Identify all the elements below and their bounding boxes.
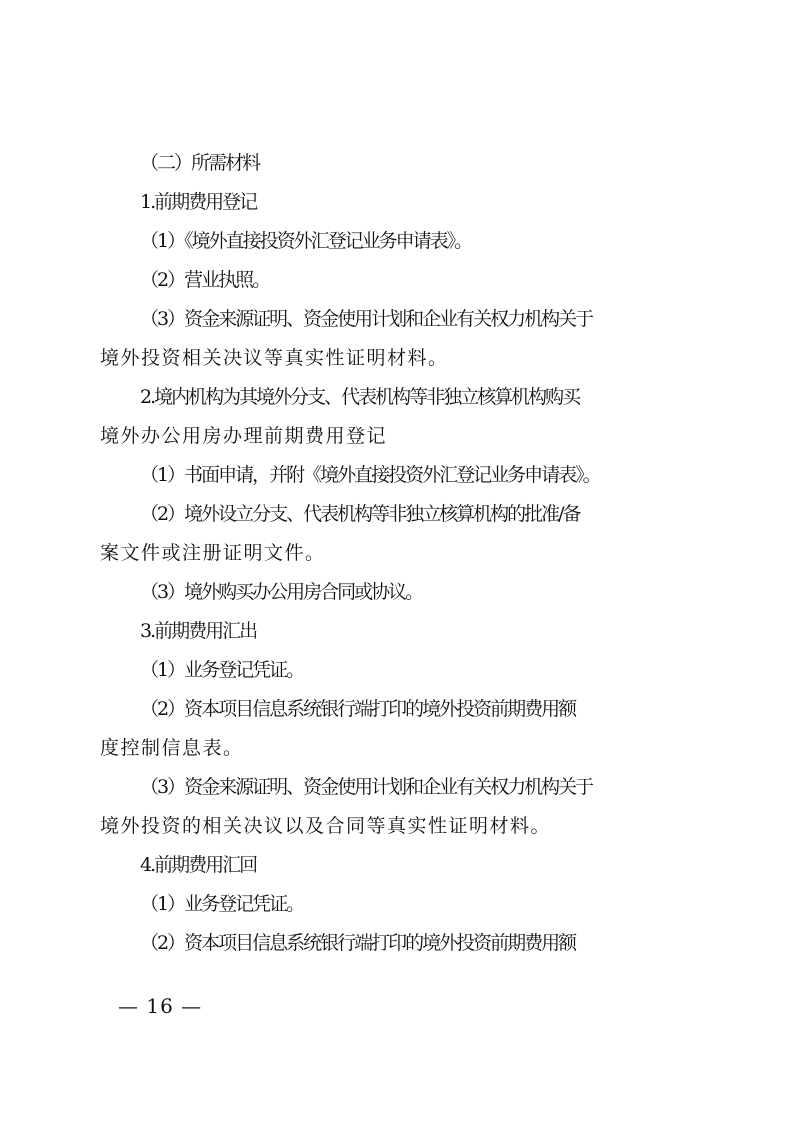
paragraph-line: （1）《境外直接投资外汇登记业务申请表》。: [140, 230, 472, 252]
paragraph-line: （2）资本项目信息系统银行端打印的境外投资前期费用额: [140, 698, 576, 720]
section-heading: （二）所需材料: [140, 152, 260, 174]
item-heading: 4.前期费用汇回: [140, 854, 257, 876]
paragraph-line: （3）资金来源证明、资金使用计划和企业有关权力机构关于: [140, 776, 593, 798]
item-heading: 1.前期费用登记: [140, 191, 257, 213]
paragraph-line: （1）业务登记凭证。: [140, 893, 304, 915]
page-number: — 16 —: [118, 994, 203, 1018]
paragraph-line: （2）资本项目信息系统银行端打印的境外投资前期费用额: [140, 932, 576, 954]
paragraph-line: 境外投资相关决议等真实性证明材料。: [100, 347, 449, 369]
paragraph-line: （1）业务登记凭证。: [140, 659, 304, 681]
paragraph-line: （3）资金来源证明、资金使用计划和企业有关权力机构关于: [140, 308, 593, 330]
paragraph-line: 案文件或注册证明文件。: [100, 542, 326, 564]
paragraph-line: （3）境外购买办公用房合同或协议。: [140, 581, 423, 603]
paragraph-line: 境外办公用房办理前期费用登记: [100, 425, 388, 447]
paragraph-line: （2）境外设立分支、代表机构等非独立核算机构的批准/备: [140, 503, 580, 525]
paragraph-line: 境外投资的相关决议以及合同等真实性证明材料。: [100, 815, 552, 837]
paragraph-line: 度控制信息表。: [100, 737, 244, 759]
item-heading: 3.前期费用汇出: [140, 620, 257, 642]
paragraph-line: （1）书面申请，并附《境外直接投资外汇登记业务申请表》。: [140, 464, 600, 486]
item-heading: 2.境内机构为其境外分支、代表机构等非独立核算机构购买: [140, 386, 580, 408]
paragraph-line: （2）营业执照。: [140, 269, 270, 291]
